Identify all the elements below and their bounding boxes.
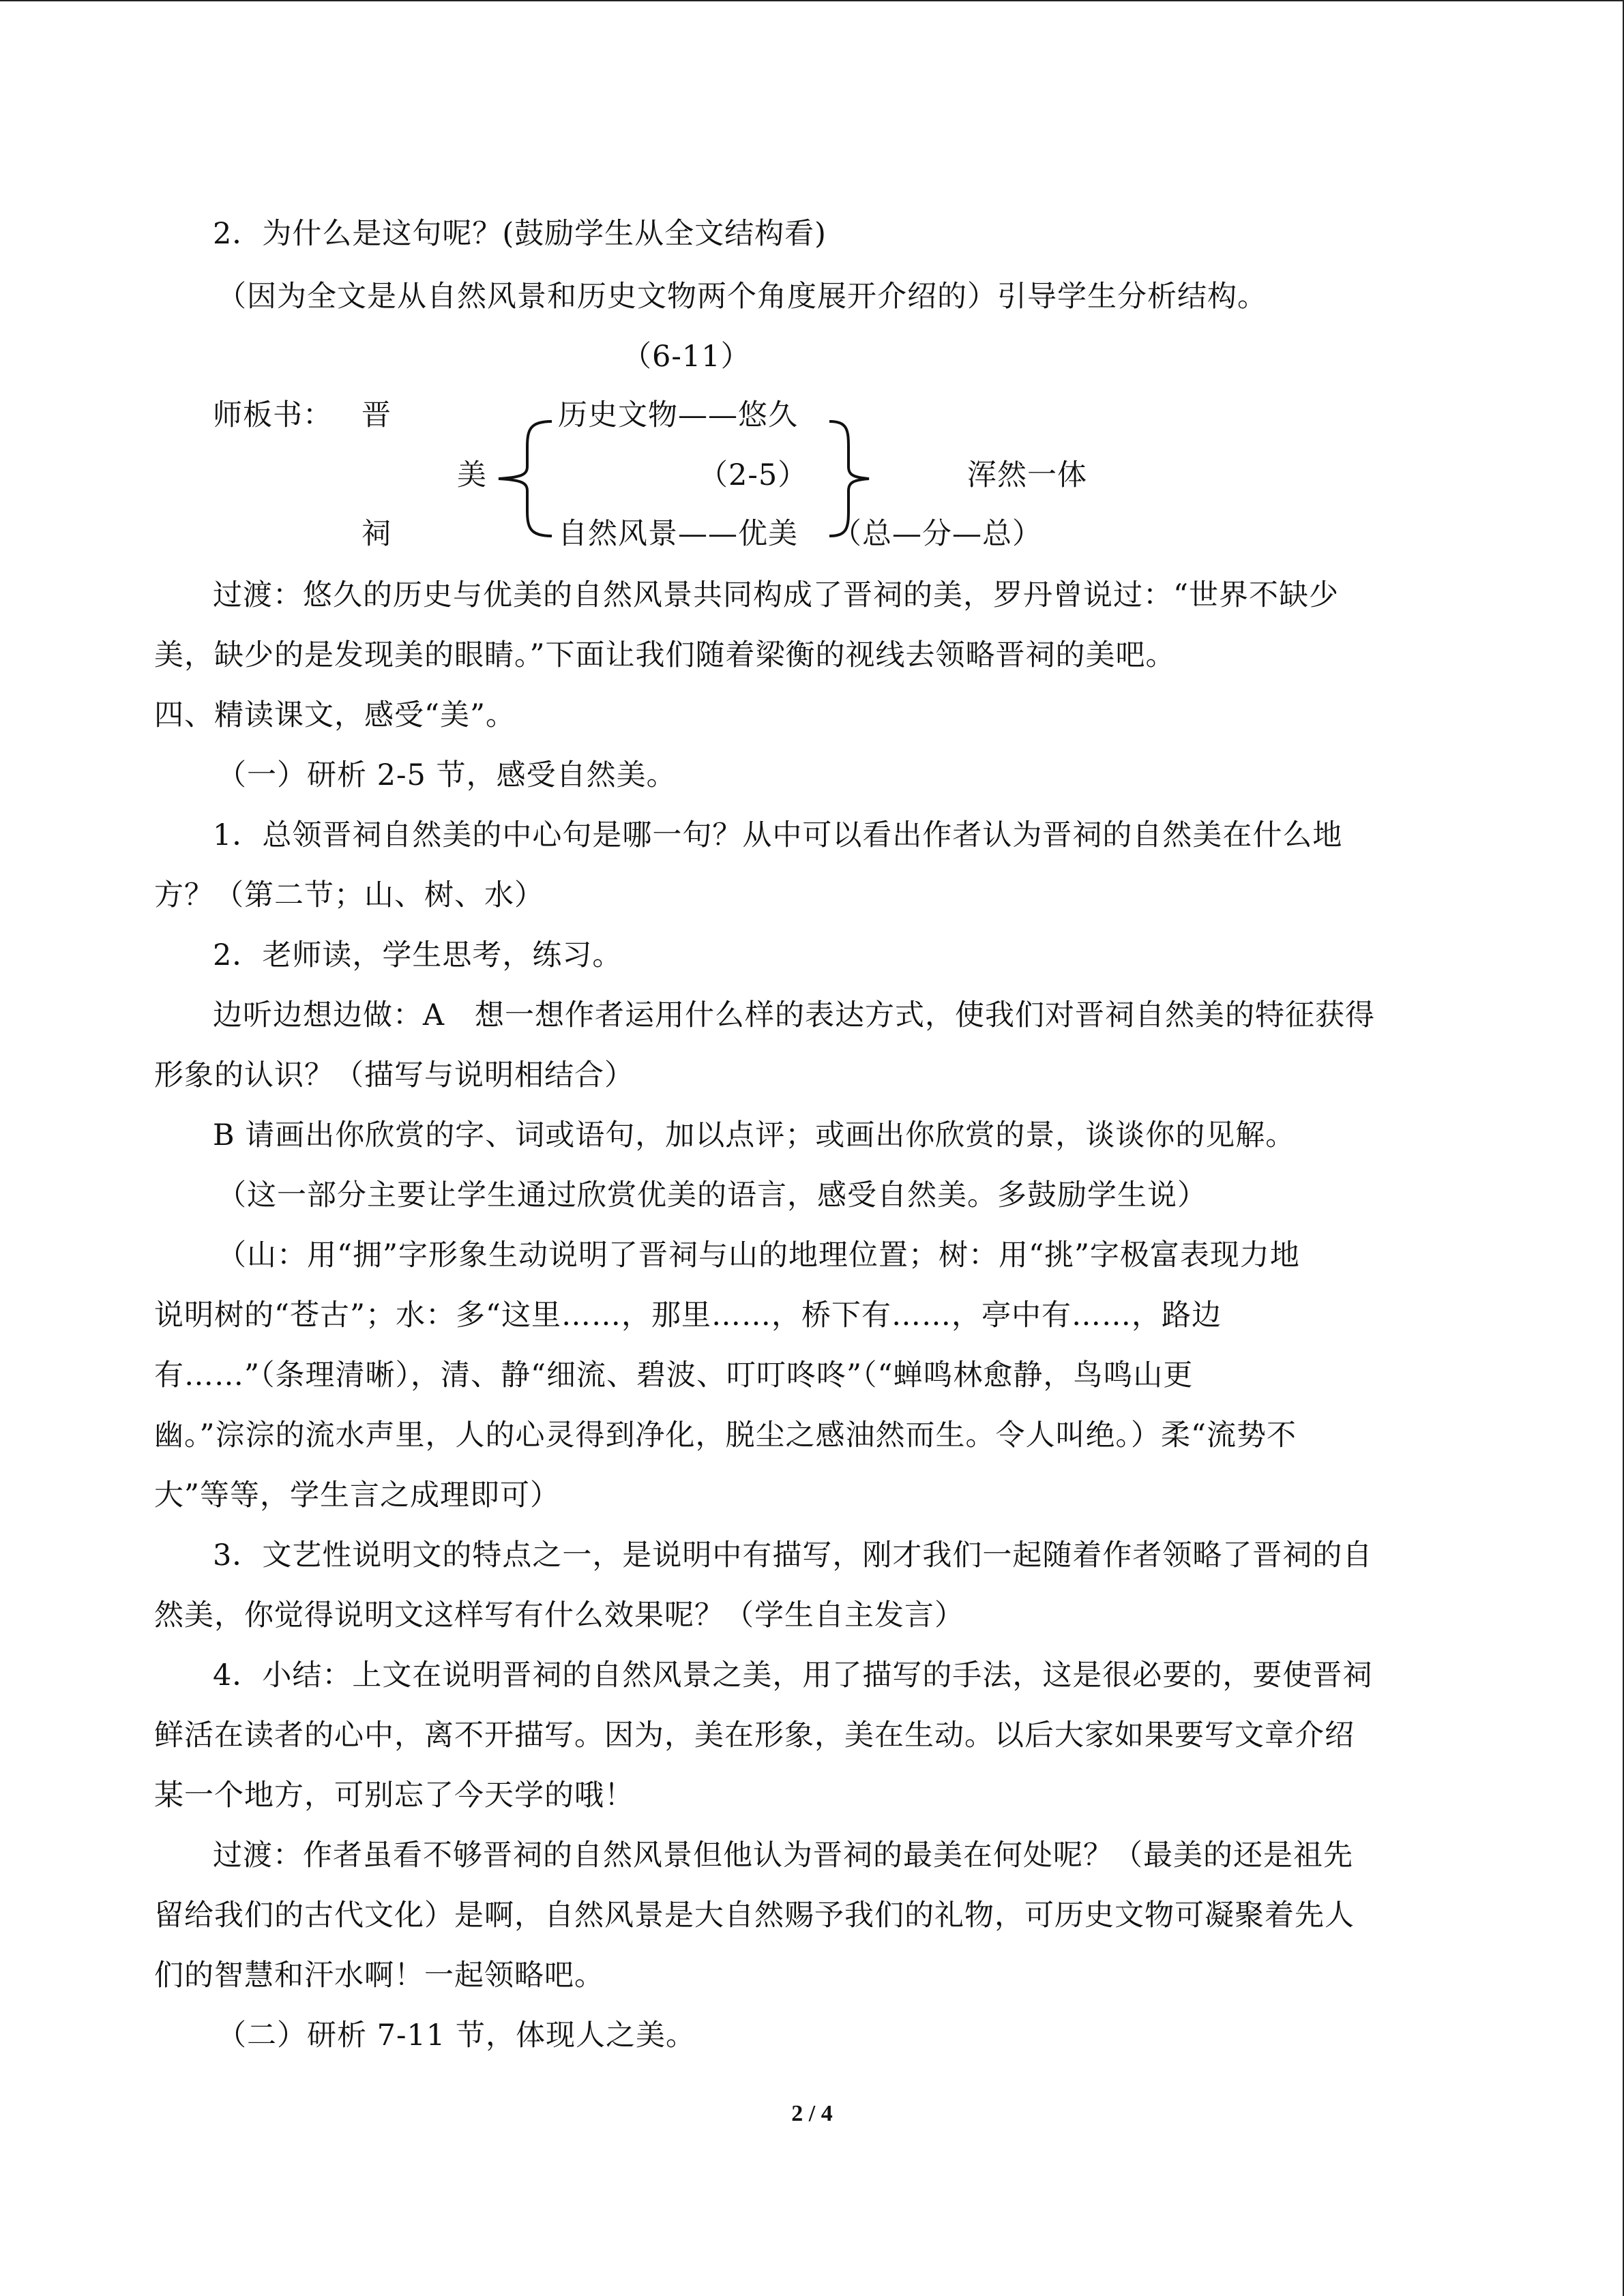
paragraph-line: 幽。”淙淙的流水声里，人的心灵得到净化，脱尘之感油然而生。令人叫绝。）柔“流势不 xyxy=(154,1418,1297,1452)
board-range: （2-5） xyxy=(698,458,808,492)
paragraph-line: （因为全文是从自然风景和历史文物两个角度展开介绍的）引导学生分析结构。 xyxy=(217,280,1267,314)
paragraph-line: 然美，你觉得说明文这样写有什么效果呢？（学生自主发言） xyxy=(154,1598,964,1632)
paragraph-line: （6-11） xyxy=(622,340,751,374)
paragraph-line: 们的智慧和汗水啊！一起领略吧。 xyxy=(154,1958,604,1993)
paragraph-line: 留给我们的古代文化）是啊，自然风景是大自然赐予我们的礼物，可历史文物可凝聚着先人 xyxy=(154,1898,1355,1933)
paragraph-line: 2．老师读，学生思考，练习。 xyxy=(213,938,623,972)
board-char-mei: 美 xyxy=(457,458,487,492)
board-structure: （总—分—总） xyxy=(832,517,1042,551)
page-frame-top xyxy=(0,0,1624,1)
board-history-line: 历史文物——悠久 xyxy=(558,398,798,432)
paragraph-line: 边听边想边做：A 想一想作者运用什么样的表达方式，使我们对晋祠自然美的特征获得 xyxy=(213,998,1376,1032)
paragraph-line: 大”等等，学生言之成理即可） xyxy=(154,1478,560,1512)
paragraph-line: 鲜活在读者的心中，离不开描写。因为，美在形象，美在生动。以后大家如果要写文章介绍 xyxy=(154,1718,1355,1753)
left-curly-brace xyxy=(494,417,556,540)
paragraph-line: 2．为什么是这句呢？(鼓励学生从全文结构看) xyxy=(213,217,827,251)
paragraph-line: 3．文艺性说明文的特点之一，是说明中有描写，刚才我们一起随着作者领略了晋祠的自 xyxy=(213,1538,1373,1572)
paragraph-line: （这一部分主要让学生通过欣赏优美的语言，感受自然美。多鼓励学生说） xyxy=(217,1178,1207,1212)
paragraph-line: 形象的认识？（描写与说明相结合） xyxy=(154,1058,634,1092)
board-nature-line: 自然风景——优美 xyxy=(558,517,798,551)
paragraph-line: 方？（第二节；山、树、水） xyxy=(154,878,544,912)
section-heading: 四、精读课文，感受“美”。 xyxy=(154,698,516,732)
page-number: 2 / 4 xyxy=(791,2101,833,2126)
paragraph-line: 1．总领晋祠自然美的中心句是哪一句？从中可以看出作者认为晋祠的自然美在什么地 xyxy=(213,818,1343,852)
subsection-heading: （二）研析 7-11 节，体现人之美。 xyxy=(217,2018,696,2053)
paragraph-line: （山：用“拥”字形象生动说明了晋祠与山的地理位置；树：用“挑”字极富表现力地 xyxy=(217,1238,1300,1272)
paragraph-line: B 请画出你欣赏的字、词或语句，加以点评；或画出你欣赏的景，谈谈你的见解。 xyxy=(213,1118,1296,1152)
paragraph-line: 过渡：作者虽看不够晋祠的自然风景但他认为晋祠的最美在何处呢？（最美的还是祖先 xyxy=(213,1838,1353,1873)
right-curly-brace xyxy=(825,417,873,540)
board-label: 师板书： xyxy=(213,398,333,432)
paragraph-line: 过渡：悠久的历史与优美的自然风景共同构成了晋祠的美，罗丹曾说过：“世界不缺少 xyxy=(213,578,1339,612)
paragraph-line: 有……”（条理清晰），清、静“细流、碧波、叮叮咚咚”（“蝉鸣林愈静，鸟鸣山更 xyxy=(154,1358,1194,1392)
paragraph-line: 说明树的“苍古”；水：多“这里……，那里……，桥下有……，亭中有……，路边 xyxy=(154,1298,1222,1332)
subsection-heading: （一）研析 2-5 节，感受自然美。 xyxy=(217,758,677,792)
paragraph-line: 4．小结：上文在说明晋祠的自然风景之美，用了描写的手法，这是很必要的，要使晋祠 xyxy=(213,1658,1373,1693)
paragraph-line: 某一个地方，可别忘了今天学的哦！ xyxy=(154,1778,634,1813)
board-char-ci: 祠 xyxy=(361,517,392,551)
board-unity: 浑然一体 xyxy=(967,458,1087,492)
paragraph-line: 美，缺少的是发现美的眼睛。”下面让我们随着梁衡的视线去领略晋祠的美吧。 xyxy=(154,638,1176,672)
board-char-jin: 晋 xyxy=(361,398,392,432)
